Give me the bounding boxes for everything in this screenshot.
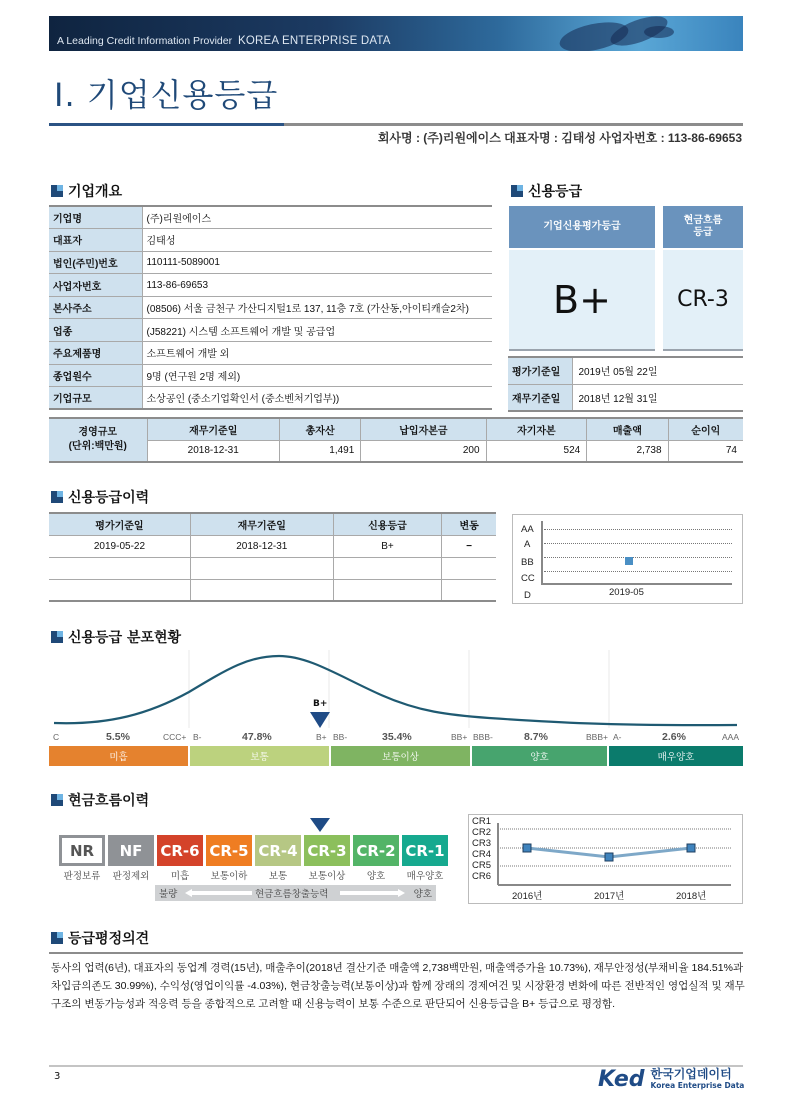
row-label: 업종 [49, 319, 142, 342]
table-row [49, 387, 492, 410]
row-value: 9명 (연구원 2명 제외) [142, 364, 492, 387]
page-title: Ⅰ. 기업신용등급 [54, 76, 279, 114]
cash-grade-header [663, 206, 743, 248]
column-header: 자기자본 [486, 418, 587, 440]
page-number: 3 [54, 1071, 61, 1082]
header-banner [49, 16, 743, 51]
corp-grade-value: B+ [509, 250, 655, 351]
cell: 2,738 [587, 440, 668, 462]
cell: 74 [668, 440, 743, 462]
table-row [49, 296, 492, 319]
cr-box-cr3: CR-3 [304, 835, 350, 866]
row-value: (주)리원에이스 [142, 206, 492, 229]
row-value: (J58221) 시스템 소프트웨어 개발 및 공급업 [142, 319, 492, 342]
row-value: 110111-5089001 [142, 251, 492, 274]
cell: 2018-12-31 [190, 535, 333, 557]
world-map-graphic [644, 26, 674, 38]
row-label: 사업자번호 [49, 274, 142, 297]
cr-box-nr: NR [59, 835, 105, 866]
cell [49, 557, 190, 579]
title-divider [284, 123, 743, 126]
arrow-shaft [340, 891, 398, 895]
company-info-line: 회사명 : (주)리원에이스 대표자명 : 김태성 사업자번호 : 113-86-69653 [377, 131, 742, 145]
table-row [49, 319, 492, 342]
cell: 1,491 [279, 440, 360, 462]
financial-summary-table [49, 417, 743, 463]
cr-box-nf: NF [108, 835, 154, 866]
cash-grade-value: CR-3 [663, 250, 743, 351]
band-above-average: 보통이상 [331, 746, 470, 766]
cell [49, 579, 190, 601]
section-heading-distribution [51, 627, 181, 647]
column-header: 평가기준일 [49, 513, 190, 535]
grade-dates-table [508, 356, 743, 412]
data-point [625, 557, 633, 565]
tick-label: B- [193, 732, 202, 742]
band-average: 보통 [190, 746, 329, 766]
cell: 2018-12-31 [147, 440, 279, 462]
cashflow-ability-bar [155, 885, 436, 901]
percent-label: 47.8% [242, 731, 272, 743]
cr-box-cr6: CR-6 [157, 835, 203, 866]
title-divider [49, 123, 284, 126]
cr-caption: 양호 [366, 871, 386, 882]
percent-label: 5.5% [106, 731, 130, 743]
row-value: 2018년 12월 31일 [572, 384, 743, 411]
cell: 200 [361, 440, 486, 462]
cell [190, 557, 333, 579]
row-label: 본사주소 [49, 296, 142, 319]
row-value: 소상공인 (중소기업확인서 (중소벤처기업부)) [142, 387, 492, 410]
column-header: 순이익 [668, 418, 743, 440]
header-line: 현금흐름 [683, 215, 723, 226]
row-value: (08506) 서울 금천구 가산디지털1로 137, 11층 7호 (가산동,아이티캐슬2차) [142, 296, 492, 319]
x-axis-line [541, 583, 732, 585]
table-row [49, 535, 496, 557]
grid-line [544, 557, 732, 558]
section-title: 신용등급 분포현황 [68, 630, 182, 646]
table-row [49, 274, 492, 297]
section-bullet-icon [51, 631, 63, 643]
table-row [49, 342, 492, 365]
tick-label: BBB- [473, 732, 493, 742]
logo-english: Korea Enterprise Data [650, 1080, 745, 1090]
tick-label: CCC+ [163, 732, 187, 742]
distribution-curve [49, 650, 743, 730]
cashflow-captions [59, 868, 448, 882]
column-header: 매출액 [587, 418, 668, 440]
row-label: 기업명 [49, 206, 142, 229]
y-axis-line [541, 521, 543, 585]
table-row [49, 440, 743, 462]
table-row [508, 384, 743, 411]
cr-box-cr1: CR-1 [402, 835, 448, 866]
tick-label: BB+ [451, 732, 468, 742]
tick-label: AAA [722, 732, 740, 742]
section-heading-grade-history [51, 487, 149, 507]
cell [190, 579, 333, 601]
cr-caption: 매우양호 [406, 871, 444, 882]
logo-korean: 한국기업데이터 [650, 1066, 732, 1081]
cell: B+ [333, 535, 442, 557]
arrow-left-icon [185, 889, 192, 897]
y-axis-label: AA [521, 524, 534, 535]
tick-label: B+ [316, 732, 327, 742]
section-bullet-icon [511, 185, 523, 197]
band-good: 양호 [472, 746, 607, 766]
section-title: 등급평정의견 [68, 931, 150, 947]
cr-box-cr2: CR-2 [353, 835, 399, 866]
x-axis-label: 2016년 [512, 891, 543, 902]
cr-caption: 판정보류 [63, 871, 101, 882]
cell [442, 579, 496, 601]
cr-caption: 미흡 [170, 871, 190, 882]
row-value: 김태성 [142, 229, 492, 252]
column-header: 납입자본금 [361, 418, 486, 440]
cell [333, 579, 442, 601]
header-line: 등급 [693, 227, 713, 238]
cr-caption: 보통 [268, 871, 288, 882]
x-axis-label: 2019-05 [609, 587, 644, 598]
table-row [49, 579, 496, 601]
y-axis-label: CR3 [472, 838, 492, 849]
row-value: 113-86-69653 [142, 274, 492, 297]
row-value: 소프트웨어 개발 외 [142, 342, 492, 365]
cr-box-cr5: CR-5 [206, 835, 252, 866]
lead-cell [49, 418, 147, 462]
cashflow-scale [59, 835, 448, 866]
arrow-right-icon [398, 889, 405, 897]
y-axis-label: D [524, 590, 531, 601]
section-heading-cashflow [51, 790, 149, 810]
x-axis-label: 2018년 [676, 891, 707, 902]
cell: 2019-05-22 [49, 535, 190, 557]
table-row [49, 251, 492, 274]
cell: 524 [486, 440, 587, 462]
banner-tagline: A Leading Credit Information Provider [57, 35, 233, 47]
y-axis-label: A [524, 539, 531, 550]
band-very-good: 매우양호 [609, 746, 743, 766]
grid-line [544, 529, 732, 530]
section-bullet-icon [51, 932, 63, 944]
y-axis-label: CC [521, 573, 535, 584]
row-label: 주요제품명 [49, 342, 142, 365]
section-title: 신용등급이력 [68, 490, 150, 506]
table-row [49, 364, 492, 387]
table-header-row [49, 418, 743, 440]
table-row [508, 357, 743, 384]
section-heading-overview [51, 181, 122, 201]
cr-caption: 보통이하 [210, 871, 248, 882]
y-axis-label: CR6 [472, 871, 492, 882]
x-axis-label: 2017년 [594, 891, 625, 902]
tick-label: BB- [333, 732, 348, 742]
tick-label: BBB+ [586, 732, 608, 742]
cell [442, 557, 496, 579]
table-row [49, 557, 496, 579]
column-header: 재무기준일 [190, 513, 333, 535]
column-header: 신용등급 [333, 513, 442, 535]
cr-box-cr4: CR-4 [255, 835, 301, 866]
row-label: 기업규모 [49, 387, 142, 410]
scale-right-label: 양호 [413, 889, 432, 900]
percent-label: 8.7% [524, 731, 548, 743]
cr-caption: 보통이상 [308, 871, 346, 882]
column-header: 재무기준일 [147, 418, 279, 440]
percent-label: 2.6% [662, 731, 686, 743]
section-heading-credit-grade [511, 181, 582, 201]
banner-text [57, 35, 391, 47]
y-axis-label: CR1 [472, 816, 492, 827]
y-axis-label: CR5 [472, 860, 492, 871]
row-label: 종업원수 [49, 364, 142, 387]
table-row [49, 206, 492, 229]
table-row [49, 229, 492, 252]
lead-label: 경영규모 [78, 427, 118, 438]
tick-label: C [53, 732, 60, 742]
row-label: 대표자 [49, 229, 142, 252]
rating-opinion-text: 동사의 업력(6년), 대표자의 동업계 경력(15년), 매출추이(2018년 결산기준 매출액 2,738백만원, 매출액증가율 10.73%), 재무안정성(부채비율 184.51%과 차입금의존도 30.99%), 수익성(영업이익률 -4.03%), 현금창출능력(보통이상)과 함께 장래의 경제여건 및 시장환경 변화에 따른 전반적인 영업실적 및 재무구조의 변동가능성과 적응력 등을 종합적으로 고려할 때 신용능력이 보통 수준으로 판단되어 신용등급을 B+ 등급으로 평정함. [51, 962, 745, 1010]
ked-logo [598, 1067, 744, 1092]
section-bullet-icon [51, 794, 63, 806]
section-divider [49, 952, 743, 954]
section-title: 현금흐름이력 [68, 793, 150, 809]
cashflow-history-chart [468, 814, 743, 904]
cr-caption: 판정제외 [112, 871, 150, 882]
cell [333, 557, 442, 579]
grid-line [544, 543, 732, 544]
grade-marker-icon [310, 712, 330, 728]
section-heading-opinion [51, 928, 149, 948]
cell: − [442, 535, 496, 557]
arrow-shaft [192, 891, 252, 895]
column-header: 변동 [442, 513, 496, 535]
tick-label: A- [613, 732, 622, 742]
banner-brand: KOREA ENTERPRISE DATA [237, 35, 391, 47]
grade-history-chart [512, 514, 743, 604]
cashflow-marker-icon [310, 818, 330, 832]
lead-unit: (단위:백만원) [68, 441, 127, 452]
grade-history-table [49, 512, 496, 602]
column-header: 총자산 [279, 418, 360, 440]
section-title: 기업개요 [68, 184, 123, 200]
scale-left-label: 불량 [159, 889, 178, 900]
company-overview-table [49, 205, 492, 410]
table-header-row [49, 513, 496, 535]
section-title: 신용등급 [528, 184, 583, 200]
grid-line [544, 571, 732, 572]
scale-center-label: 현금흐름창출능력 [255, 889, 329, 900]
y-axis-label: BB [521, 557, 534, 568]
percent-label: 35.4% [382, 731, 412, 743]
y-axis-label: CR2 [472, 827, 492, 838]
y-axis-label: CR4 [472, 849, 492, 860]
row-label: 법인(주민)번호 [49, 251, 142, 274]
corp-grade-header: 기업신용평가등급 [509, 206, 655, 248]
row-label: 평가기준일 [508, 357, 572, 384]
row-value: 2019년 05월 22일 [572, 357, 743, 384]
row-label: 재무기준일 [508, 384, 572, 411]
band-poor: 미흡 [49, 746, 188, 766]
marker-label: B+ [313, 699, 328, 709]
section-bullet-icon [51, 185, 63, 197]
section-bullet-icon [51, 491, 63, 503]
logo-mark-icon: Ked [598, 1067, 645, 1092]
